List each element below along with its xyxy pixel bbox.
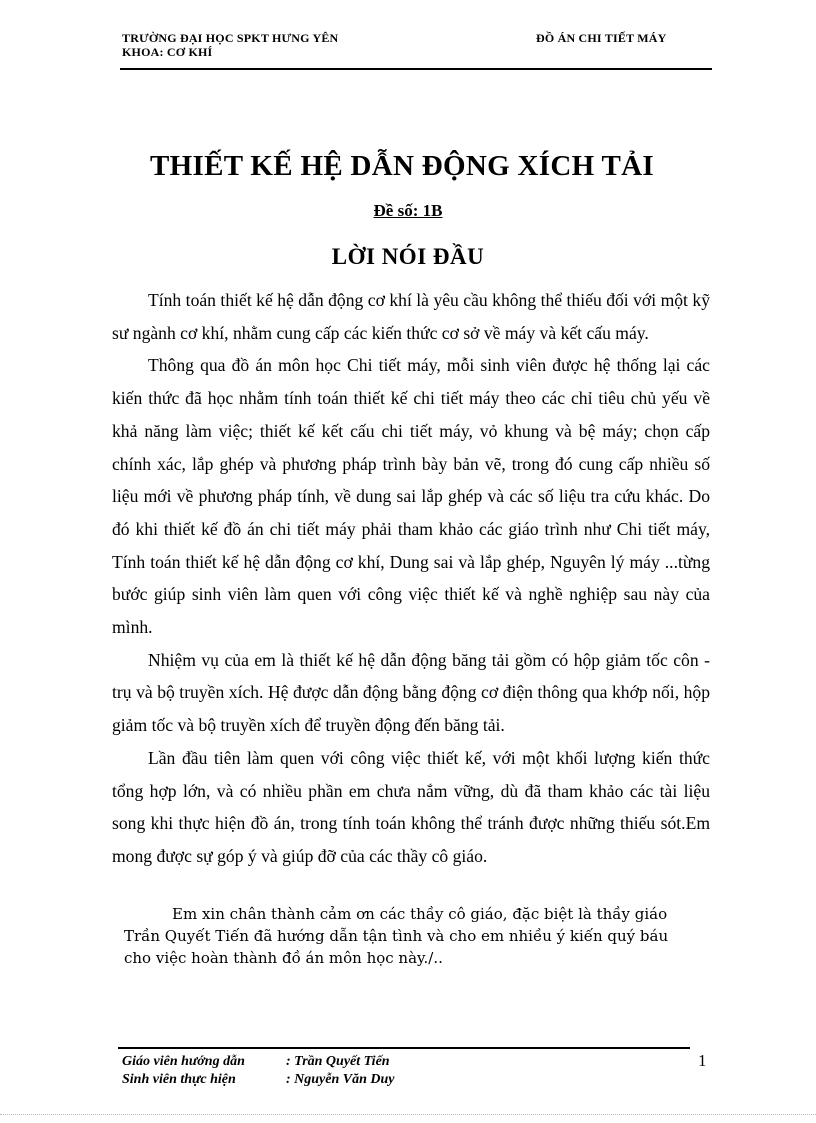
closing-paragraph [124,903,714,969]
closing-line-2: Trần Quyết Tiến đã hướng dẫn tận tình và cho em nhiều ý kiến quý báu [124,927,669,945]
body-text [112,284,710,873]
paragraph-1: Tính toán thiết kế hệ dẫn động cơ khí là yêu cầu không thể thiếu đối với một kỹ sư ngành cơ khí, nhằm cung cấp các kiến thức cơ sở về máy và kết cấu máy. [112,290,710,343]
course-name: ĐỒ ÁN CHI TIẾT MÁY [536,31,667,45]
page-number: 1 [698,1051,707,1070]
footer-student [122,1071,395,1089]
closing-line-1: Em xin chân thành cảm ơn các thầy cô giáo, đặc biệt là thầy giáo [172,905,668,923]
closing-line-3: cho việc hoàn thành đồ án môn học này./.. [124,949,443,967]
footer-divider [118,1047,690,1049]
paragraph-4: Lần đầu tiên làm quen với công việc thiết kế, với một khối lượng kiến thức tổng hợp lớn, và có nhiều phần em chưa nắm vững, dù đã tham khảo các tài liệu song khi thực hiện đồ án, trong tính toán không thể tránh được những thiếu sót.Em mong được sự góp ý và giúp đỡ của các thầy cô giáo. [112,747,710,866]
paragraph-3: Nhiệm vụ của em là thiết kế hệ dẫn động băng tải gồm có hộp giảm tốc côn - trụ và bộ truyền xích. Hệ được dẫn động bằng động cơ điện thông qua khớp nối, hộp giảm tốc và bộ truyền xích để truyền động đến băng tải. [112,649,710,736]
paragraph-2: Thông qua đồ án môn học Chi tiết máy, mỗi sinh viên được hệ thống lại các kiến thức đã học nhằm tính toán thiết kế chi tiết máy theo các chỉ tiêu chủ yếu về khả năng làm việc; thiết kế kết cấu chi tiết máy, vỏ khung và bệ máy; chọn cấp chính xác, lắp ghép và phương pháp trình bày bản vẽ, trong đó cung cấp nhiều số liệu mới về phương pháp tính, về dung sai lắp ghép và các số liệu tra cứu khác. Do đó khi thiết kế đồ án chi tiết máy phải tham khảo các giáo trình như Chi tiết máy, Tính toán thiết kế hệ dẫn động cơ khí, Dung sai và lắp ghép, Nguyên lý máy ...từng bước giúp sinh viên làm quen với công việc thiết kế và nghề nghiệp sau này của mình. [112,355,710,638]
assignment-number: Đề số: 1B [373,201,443,220]
section-heading: LỜI NÓI ĐẦU [331,244,485,269]
instructor-name: : Trần Quyết Tiến [286,1054,390,1069]
instructor-label: Giáo viên hướng dẫn [122,1054,245,1069]
header-divider [120,68,712,70]
page-break-line [0,1114,816,1115]
footer-instructor [122,1053,390,1071]
student-label: Sinh viên thực hiện [122,1072,236,1087]
document-title-text: THIẾT KẾ HỆ DẪN ĐỘNG XÍCH TẢI [150,150,654,182]
document-title [0,150,816,183]
student-name: : Nguyễn Văn Duy [286,1072,395,1087]
header-left [122,31,338,59]
faculty-name: KHOA: CƠ KHÍ [122,45,213,59]
school-name: TRƯỜNG ĐẠI HỌC SPKT HƯNG YÊN [122,31,339,45]
